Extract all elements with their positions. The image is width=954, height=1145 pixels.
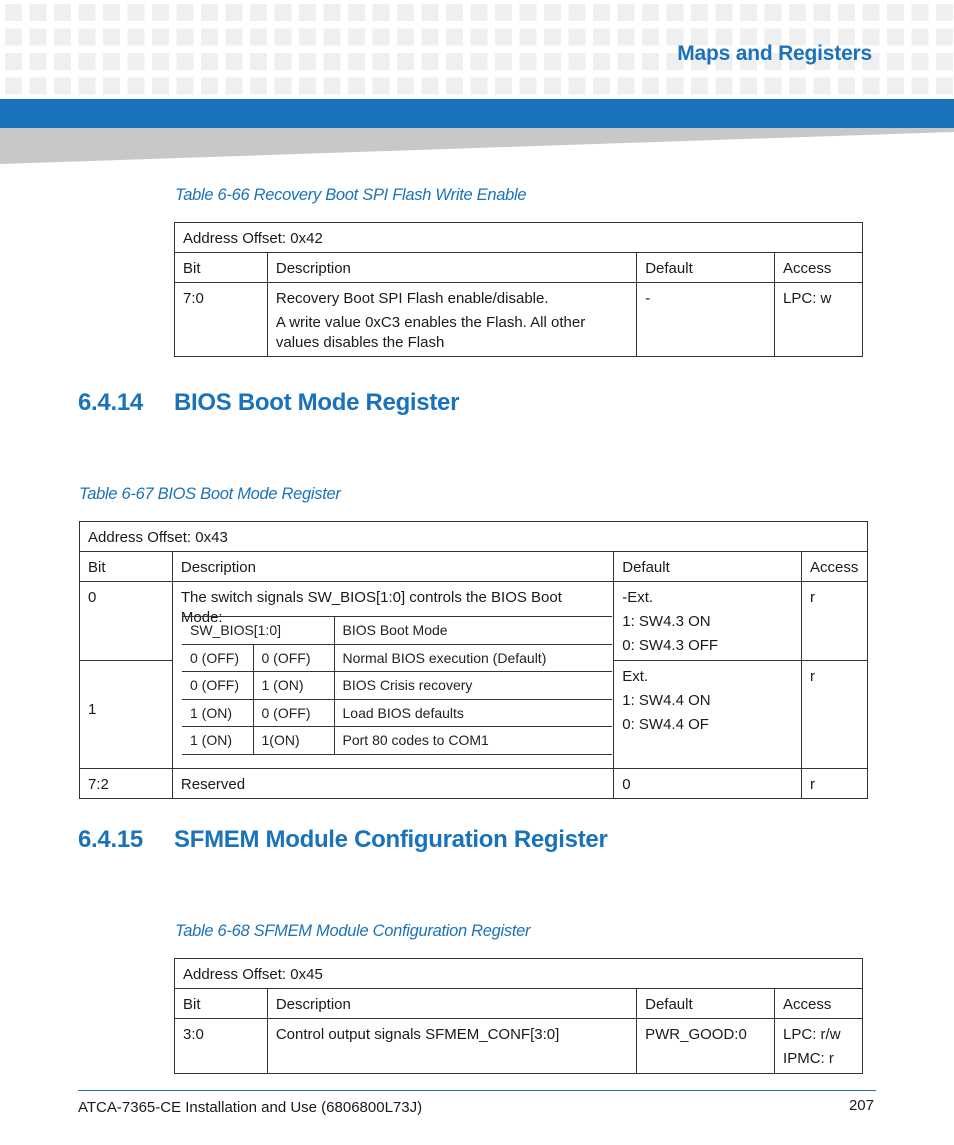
pattern-square [667, 4, 684, 21]
pattern-square [250, 4, 267, 21]
pattern-square [201, 29, 218, 46]
footer-rule [78, 1090, 876, 1091]
pattern-square [618, 78, 635, 95]
subtable-cell: 1 (ON) [182, 727, 253, 755]
pattern-square [5, 4, 22, 21]
pattern-square [177, 53, 194, 70]
pattern-square [544, 78, 561, 95]
pattern-square [520, 78, 537, 95]
subtable-cell: 1 (ON) [253, 672, 334, 700]
pattern-square [324, 53, 341, 70]
default-line: -Ext. [622, 589, 654, 606]
description-line: The switch signals SW_BIOS[1:0] controls the BIOS Boot Mode: [180, 589, 562, 626]
pattern-square [103, 78, 120, 95]
pattern-square [373, 29, 390, 46]
pattern-square [593, 29, 610, 46]
cell-bit: 7:0 [175, 283, 268, 357]
pattern-square [128, 78, 145, 95]
description-line: Recovery Boot SPI Flash enable/disable. [275, 290, 549, 307]
cell-access [775, 1019, 863, 1074]
pattern-square [912, 4, 929, 21]
pattern-square [446, 78, 463, 95]
pattern-square [618, 4, 635, 21]
pattern-square [495, 29, 512, 46]
access-line: IPMC: r [783, 1050, 834, 1067]
cell-description [267, 283, 636, 357]
pattern-square [152, 4, 169, 21]
pattern-square [642, 4, 659, 21]
pattern-square [912, 78, 929, 95]
pattern-square [79, 4, 96, 21]
pattern-square [789, 78, 806, 95]
cell-default: 0 [614, 769, 802, 799]
bios-mode-subtable [182, 616, 612, 755]
pattern-square [569, 53, 586, 70]
subtable-cell: Normal BIOS execution (Default) [334, 644, 612, 672]
cell-description: Reserved [172, 769, 613, 799]
pattern-square [936, 78, 953, 95]
cell-bit: 3:0 [175, 1019, 268, 1074]
pattern-square [299, 29, 316, 46]
pattern-square [569, 78, 586, 95]
header-gray-wedge [0, 128, 954, 164]
pattern-square [152, 53, 169, 70]
page-number: 207 [848, 1097, 874, 1114]
pattern-square [54, 53, 71, 70]
header-access: Access [775, 989, 863, 1019]
pattern-square [177, 29, 194, 46]
pattern-square [103, 29, 120, 46]
pattern-square [226, 29, 243, 46]
pattern-square [299, 78, 316, 95]
pattern-square [5, 53, 22, 70]
default-line: 1: SW4.4 ON [622, 692, 711, 709]
cell-access: r [801, 769, 867, 799]
pattern-square [299, 4, 316, 21]
pattern-square [177, 4, 194, 21]
pattern-square [275, 4, 292, 21]
pattern-square [593, 4, 610, 21]
pattern-square [30, 4, 47, 21]
pattern-square [226, 53, 243, 70]
pattern-square [422, 4, 439, 21]
section-number: 6.4.15 [78, 826, 143, 853]
subtable-cell: Load BIOS defaults [334, 699, 612, 727]
address-offset-cell: Address Offset: 0x43 [80, 522, 868, 552]
pattern-square [226, 4, 243, 21]
pattern-square [79, 29, 96, 46]
pattern-square [397, 29, 414, 46]
pattern-square [716, 78, 733, 95]
cell-access: LPC: w [775, 283, 863, 357]
pattern-square [642, 78, 659, 95]
cell-default [614, 582, 802, 661]
pattern-square [569, 4, 586, 21]
cell-bit: 0 [80, 582, 173, 661]
section-title-text: BIOS Boot Mode Register [174, 389, 460, 416]
pattern-square [103, 53, 120, 70]
table-caption: Table 6-68 SFMEM Module Configuration Register [175, 922, 531, 940]
default-line: 0: SW4.4 OF [622, 716, 709, 733]
pattern-square [495, 78, 512, 95]
pattern-square [79, 53, 96, 70]
pattern-square [128, 53, 145, 70]
pattern-square [275, 53, 292, 70]
pattern-square [936, 53, 953, 70]
address-offset-cell: Address Offset: 0x45 [175, 959, 863, 989]
pattern-square [128, 4, 145, 21]
pattern-square [103, 4, 120, 21]
pattern-square [887, 53, 904, 70]
pattern-square [814, 78, 831, 95]
pattern-square [201, 53, 218, 70]
pattern-square [765, 78, 782, 95]
pattern-square [887, 4, 904, 21]
pattern-square [446, 29, 463, 46]
subtable-cell: 0 (OFF) [253, 644, 334, 672]
pattern-square [593, 53, 610, 70]
header-bit: Bit [175, 253, 268, 283]
pattern-square [838, 78, 855, 95]
header-default: Default [614, 552, 802, 582]
section-number: 6.4.14 [78, 389, 143, 416]
pattern-square [814, 4, 831, 21]
section-heading [78, 389, 459, 417]
pattern-square [569, 29, 586, 46]
pattern-square [177, 78, 194, 95]
pattern-square [275, 78, 292, 95]
pattern-square [618, 53, 635, 70]
pattern-square [54, 29, 71, 46]
default-line: 1: SW4.3 ON [622, 613, 711, 630]
pattern-square [765, 4, 782, 21]
pattern-square [520, 4, 537, 21]
address-offset-cell: Address Offset: 0x42 [175, 223, 863, 253]
cell-bit: 7:2 [80, 769, 173, 799]
pattern-square [397, 78, 414, 95]
pattern-square [348, 4, 365, 21]
pattern-square [544, 53, 561, 70]
section-title-text: SFMEM Module Configuration Register [174, 826, 608, 853]
header-blue-band [0, 99, 954, 128]
pattern-square [936, 29, 953, 46]
pattern-square [691, 78, 708, 95]
pattern-square [348, 53, 365, 70]
description-line: A write value 0xC3 enables the Flash. All other values disables the Flash [275, 314, 586, 351]
pattern-square [299, 53, 316, 70]
pattern-square [250, 53, 267, 70]
pattern-square [324, 4, 341, 21]
pattern-square [275, 29, 292, 46]
subtable-cell: BIOS Crisis recovery [334, 672, 612, 700]
table-caption: Table 6-67 BIOS Boot Mode Register [79, 485, 341, 503]
pattern-square [789, 4, 806, 21]
pattern-square [79, 78, 96, 95]
pattern-square [446, 53, 463, 70]
default-line: 0: SW4.3 OFF [622, 637, 719, 654]
cell-default: - [637, 283, 775, 357]
pattern-square [887, 78, 904, 95]
register-table-0x42 [174, 222, 863, 357]
pattern-square [5, 29, 22, 46]
subtable-cell: 0 (OFF) [182, 672, 253, 700]
pattern-square [520, 29, 537, 46]
section-heading [78, 826, 608, 854]
pattern-square [5, 78, 22, 95]
pattern-square [716, 4, 733, 21]
pattern-square [863, 4, 880, 21]
pattern-square [128, 29, 145, 46]
subtable-cell: 1 (ON) [182, 699, 253, 727]
running-header-title: Maps and Registers [677, 42, 872, 65]
subtable-cell: Port 80 codes to COM1 [334, 727, 612, 755]
cell-access: r [801, 661, 867, 769]
pattern-square [30, 29, 47, 46]
pattern-square [544, 4, 561, 21]
cell-access: r [801, 582, 867, 661]
cell-bit: 1 [80, 661, 173, 769]
header-bit: Bit [175, 989, 268, 1019]
header-default: Default [637, 989, 775, 1019]
pattern-square [495, 4, 512, 21]
pattern-square [740, 4, 757, 21]
pattern-square [520, 53, 537, 70]
pattern-square [446, 4, 463, 21]
pattern-square [912, 53, 929, 70]
header-access: Access [801, 552, 867, 582]
pattern-square [348, 78, 365, 95]
pattern-square [936, 4, 953, 21]
pattern-square [422, 53, 439, 70]
pattern-square [324, 78, 341, 95]
pattern-square [250, 78, 267, 95]
pattern-square [201, 78, 218, 95]
header-description: Description [267, 253, 636, 283]
header-description: Description [267, 989, 636, 1019]
pattern-square [667, 78, 684, 95]
cell-default [614, 661, 802, 769]
pattern-square [30, 53, 47, 70]
pattern-square [324, 29, 341, 46]
cell-default: PWR_GOOD:0 [637, 1019, 775, 1074]
pattern-square [471, 29, 488, 46]
access-line: LPC: r/w [783, 1026, 841, 1043]
header-default: Default [637, 253, 775, 283]
pattern-square [373, 53, 390, 70]
register-table-0x45 [174, 958, 863, 1074]
pattern-square [422, 78, 439, 95]
pattern-square [250, 29, 267, 46]
pattern-square [912, 29, 929, 46]
pattern-square [838, 4, 855, 21]
pattern-square [373, 78, 390, 95]
pattern-square [642, 53, 659, 70]
pattern-square [593, 78, 610, 95]
pattern-square [471, 4, 488, 21]
pattern-square [397, 53, 414, 70]
default-line: Ext. [622, 668, 649, 685]
pattern-square [226, 78, 243, 95]
subtable-header-mode: BIOS Boot Mode [334, 617, 612, 645]
subtable-cell: 0 (OFF) [182, 644, 253, 672]
table-caption: Table 6-66 Recovery Boot SPI Flash Write Enable [175, 186, 527, 204]
pattern-square [544, 29, 561, 46]
pattern-square [152, 29, 169, 46]
pattern-square [54, 4, 71, 21]
pattern-square [397, 4, 414, 21]
pattern-square [422, 29, 439, 46]
footer-document-title: ATCA-7365-CE Installation and Use (6806800L73J) [78, 1099, 423, 1116]
pattern-square [54, 78, 71, 95]
pattern-square [495, 53, 512, 70]
subtable-cell: 1(ON) [253, 727, 334, 755]
pattern-square [740, 78, 757, 95]
pattern-square [642, 29, 659, 46]
cell-description: Control output signals SFMEM_CONF[3:0] [267, 1019, 636, 1074]
header-description: Description [172, 552, 613, 582]
pattern-square [30, 78, 47, 95]
subtable-cell: 0 (OFF) [253, 699, 334, 727]
pattern-square [887, 29, 904, 46]
pattern-square [373, 4, 390, 21]
pattern-square [348, 29, 365, 46]
pattern-square [691, 4, 708, 21]
header-access: Access [775, 253, 863, 283]
header-bit: Bit [80, 552, 173, 582]
pattern-square [618, 29, 635, 46]
pattern-square [863, 78, 880, 95]
pattern-square [471, 78, 488, 95]
pattern-square [471, 53, 488, 70]
pattern-square [152, 78, 169, 95]
pattern-square [201, 4, 218, 21]
subtable-header-switch: SW_BIOS[1:0] [182, 617, 334, 645]
